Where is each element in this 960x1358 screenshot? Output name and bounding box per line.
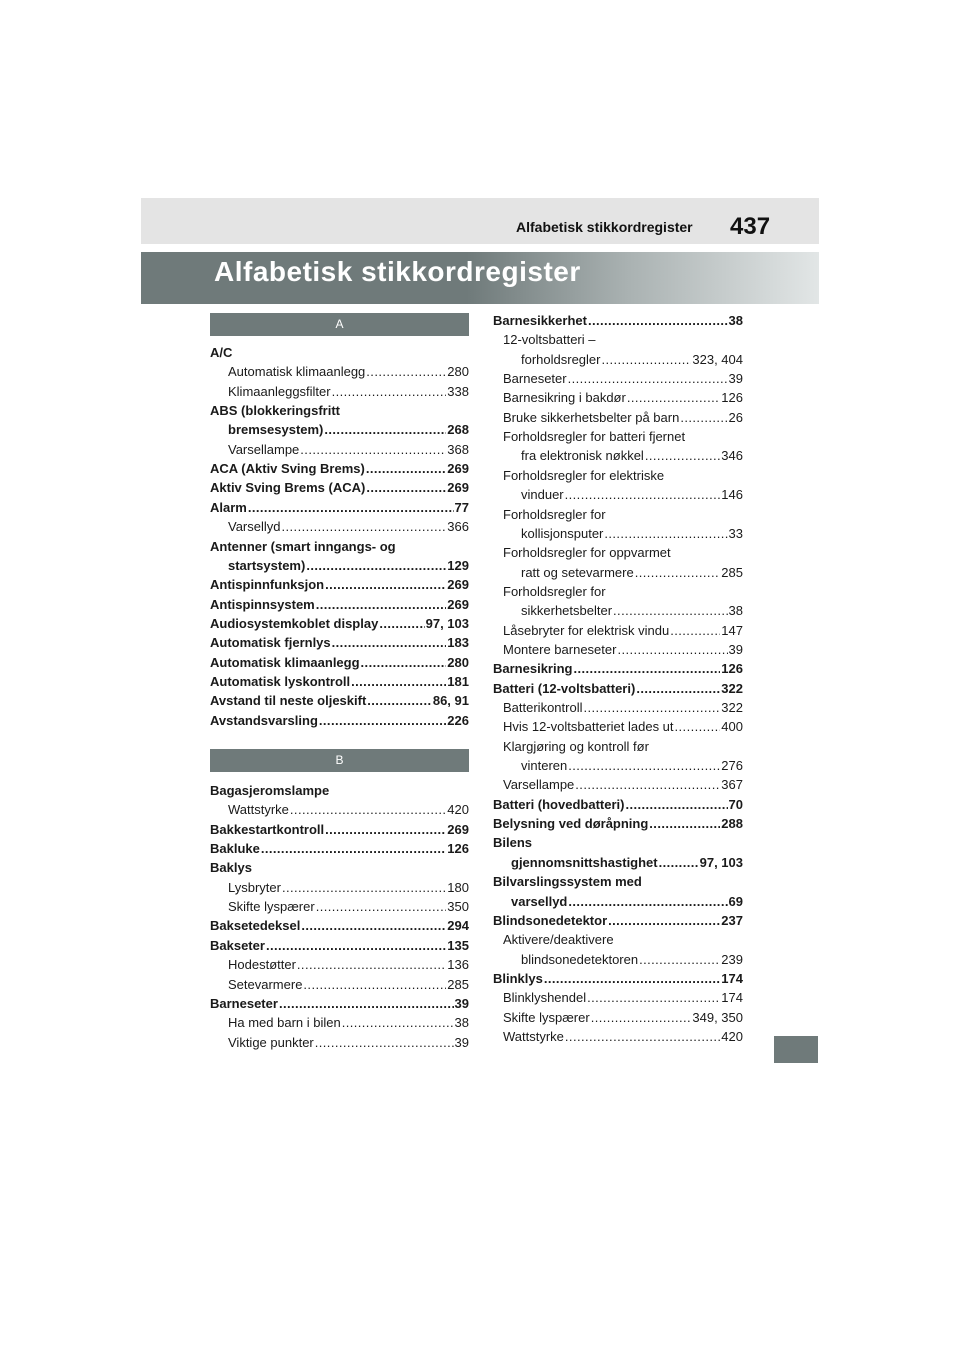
index-entry [493,695,743,715]
dot-leader [617,642,727,657]
dot-leader [306,558,446,573]
index-entry-page: 126 [447,841,469,857]
index-entry-term: Bilvarslingssystem med [493,874,642,890]
index-entry-term: Bilens [493,835,533,851]
dot-leader [675,719,721,734]
index-entry-page: 288 [721,816,743,832]
index-entry-page: 276 [721,758,743,774]
index-entry [210,417,469,437]
index-entry-term: Blindsonedetektor [493,912,608,928]
dot-leader [332,384,447,399]
index-entry-term: Alarm [210,499,247,515]
index-entry-page: 69 [728,893,743,909]
dot-leader [602,352,692,367]
index-entry [210,456,469,476]
index-entry-term: blindsonedetektoren [521,951,639,967]
page-number: 437 [730,213,771,240]
index-entry-page: 226 [447,712,469,728]
index-entry [210,855,469,875]
dot-leader [316,899,447,914]
index-entry-term: Batteri (12-voltsbatteri) [493,680,636,696]
index-entry [493,1024,743,1044]
index-entry-term: Skifte lyspærer [228,899,315,915]
index-entry-page: 338 [447,383,469,399]
index-entry-term: Belysning ved døråpning [493,816,649,832]
index-entry-page: 147 [721,622,743,638]
index-entry [210,778,469,798]
index-entry [493,656,743,676]
index-entry-page: 269 [447,821,469,837]
index-entry-page: 323, 404 [692,351,743,367]
index-entry-term: forholdsregler [521,351,601,367]
index-entry [493,637,743,657]
index-entry-term: Automatisk fjernlys [210,635,331,651]
index-entry-term: Forholdsregler for batteri fjernet [503,429,686,445]
index-entry-page: 294 [447,918,469,934]
index-entry-page: 38 [728,603,743,619]
index-entry-term: Forholdsregler for oppvarmet [503,545,671,561]
index-entry-page: 77 [454,499,469,515]
dot-leader [324,422,446,437]
index-entry-term: Blinklys [493,970,543,986]
index-column-left [210,0,469,1358]
index-entry [210,514,469,534]
index-entry-term: Bagasjeromslampe [210,783,330,798]
index-entry-term: Barnesikring [493,661,573,677]
index-entry-term: Baksetedeksel [210,918,301,934]
dot-leader [332,635,447,650]
index-entry-term: Montere barneseter [503,641,617,657]
dot-leader [591,1010,692,1025]
chapter-title: Alfabetisk stikkordregister [214,256,581,287]
dot-leader [565,1029,720,1044]
index-entry-page: 174 [721,990,743,1006]
dot-leader [301,918,446,933]
index-entry [493,560,743,580]
dot-leader [639,952,720,967]
index-entry-term: startsystem) [228,557,306,573]
index-entry-term: Bakluke [210,841,260,857]
index-entry-term: bremsesystem) [228,422,324,438]
index-entry-term: gjennomsnittshastighet [511,854,658,870]
index-entry-page: 135 [447,937,469,953]
index-entry-page: 366 [447,519,469,535]
running-header-title: Alfabetisk stikkordregister [516,219,693,235]
index-entry-page: 26 [728,409,743,425]
index-entry [210,630,469,650]
index-entry-term: Barnesikkerhet [493,313,587,328]
index-entry-term: Klimaanleggsfilter [228,383,331,399]
index-entry-term: Varsellyd [228,519,281,535]
dot-leader [325,822,446,837]
index-entry [493,1005,743,1025]
dot-leader [635,565,721,580]
dot-leader [315,1035,454,1050]
index-entry-term: Aktiv Sving Brems (ACA) [210,480,366,496]
dot-leader [568,894,727,909]
dot-leader [608,913,720,928]
index-entry-term: Antispinnfunksjon [210,577,325,593]
index-entry [493,753,743,773]
index-entry [210,913,469,933]
index-entry [210,534,469,554]
index-entry [210,1010,469,1030]
index-entry-term: Lysbryter [228,879,281,895]
index-entry-term: Viktige punkter [228,1034,314,1050]
index-entry [493,366,743,386]
index-entry-term: Avstandsvarsling [210,712,318,728]
dot-leader [659,855,699,870]
index-entry-page: 322 [721,680,743,696]
section-b-header: B [210,749,469,772]
index-column-right [493,0,743,1358]
index-entry-page: 39 [728,641,743,657]
dot-leader [282,519,447,534]
index-entry-term: ABS (blokkeringsfritt [210,403,341,419]
index-entry [210,836,469,856]
dot-leader [316,597,447,612]
index-entry-page: 346 [721,448,743,464]
index-entry-term: Skifte lyspærer [503,1009,590,1025]
index-entry-term: Automatisk lyskontroll [210,673,351,689]
index-entry-term: Baklys [210,860,252,876]
index-entry [493,985,743,1005]
index-entry-term: Audiosystemkoblet display [210,615,379,631]
index-entry-page: 349, 350 [692,1009,743,1025]
index-entry [210,437,469,457]
dot-leader [366,480,446,495]
index-entry [493,908,743,928]
index-entry [210,688,469,708]
index-entry-term: Bakkestartkontroll [210,821,325,837]
dot-leader [379,616,424,631]
index-entry-term: Wattstyrke [228,802,289,818]
index-entry [210,495,469,515]
index-entry-term: 12-voltsbatteri – [503,332,596,348]
index-entry-term: Batterikontroll [503,700,583,715]
index-entry-page: 97, 103 [699,854,743,870]
index-entry-page: 181 [447,673,469,689]
index-entry [210,952,469,972]
dot-leader [544,971,720,986]
index-entry [493,811,743,831]
index-entry [210,650,469,670]
index-entry-page: 146 [721,487,743,503]
dot-leader [604,526,727,541]
index-entry-page: 269 [447,596,469,612]
index-entry-page: 268 [447,422,469,438]
dot-leader [300,442,446,457]
index-entry-term: Automatisk klimaanlegg [228,364,366,380]
dot-leader [680,410,727,425]
index-entry [493,521,743,541]
index-entry-page: 269 [447,577,469,593]
index-entry-page: 174 [721,970,743,986]
index-entry-term: fra elektronisk nøkkel [521,448,644,464]
index-entry-page: 322 [721,700,743,715]
index-entry-term: Blinklyshendel [503,990,587,1006]
index-entry-term: sikkerhetsbelter [521,603,613,619]
index-entry-page: 129 [447,557,469,573]
dot-leader [627,390,720,405]
index-entry [493,792,743,812]
index-entry [493,869,743,889]
index-entry-term: Batteri (hovedbatteri) [493,796,625,812]
index-entry-term: Forholdsregler for [503,583,606,599]
index-entry [210,1030,469,1050]
dot-leader [366,461,446,476]
index-entry-term: Bakseter [210,937,265,953]
index-entry [493,947,743,967]
index-entry-page: 269 [447,461,469,477]
index-entry-page: 33 [728,525,743,541]
index-entry-term: kollisjonsputer [521,525,604,541]
index-entry-page: 39 [454,995,469,1011]
dot-leader [297,957,446,972]
index-entry-term: Bruke sikkerhetsbelter på barn [503,409,680,425]
index-entry [210,708,469,728]
dot-leader [568,758,720,773]
index-entry [210,340,469,360]
index-entry-page: 400 [721,719,743,735]
index-entry [210,817,469,837]
index-entry-term: varsellyd [511,893,568,909]
index-entry-term: Wattstyrke [503,1028,564,1044]
index-entry-page: 285 [447,976,469,992]
index-entry [210,875,469,895]
index-entry-term: ratt og setevarmere [521,564,634,580]
index-entry-page: 86, 91 [432,693,469,709]
dot-leader [261,841,446,856]
dot-leader [366,364,446,379]
index-entry [210,933,469,953]
index-entry-page: 126 [721,390,743,406]
dot-leader [649,816,720,831]
index-entry [493,308,743,328]
dot-leader [636,681,720,696]
index-entry [493,385,743,405]
index-entry-page: 126 [721,661,743,677]
index-entry [210,972,469,992]
index-entry-page: 180 [447,879,469,895]
index-entry [210,475,469,495]
index-entry-term: Varsellampe [503,777,575,793]
dot-leader [575,777,720,792]
index-entry [493,540,743,560]
index-entry-term: Varsellampe [228,441,300,457]
dot-leader [325,577,446,592]
index-entry [493,927,743,947]
index-entry-term: Setevarmere [228,976,303,992]
index-entry-term: A/C [210,345,233,360]
dot-leader [625,797,727,812]
index-entry-page: 368 [447,441,469,457]
index-entry [210,359,469,379]
index-entry-term: Forholdsregler for [503,506,606,522]
index-entry [210,572,469,592]
index-entry-page: 350 [447,899,469,915]
index-entry-term: Antispinnsystem [210,596,315,612]
dot-leader [248,500,454,515]
index-entry-term: Forholdsregler for elektriske [503,467,665,483]
dot-leader [290,802,446,817]
index-entry [493,443,743,463]
index-entry-term: ACA (Aktiv Sving Brems) [210,461,365,477]
index-entry [493,405,743,425]
index-entry-term: vinteren [521,758,568,774]
index-entry-page: 39 [728,371,743,387]
index-entry [493,850,743,870]
index-entry-page: 285 [721,564,743,580]
index-entry-term: Ha med barn i bilen [228,1015,341,1031]
index-entry [493,347,743,367]
dot-leader [319,713,446,728]
index-entry [493,502,743,522]
index-entry-page: 39 [454,1034,469,1050]
dot-leader [587,990,720,1005]
index-entry [493,889,743,909]
index-entry-page: 280 [447,364,469,380]
index-entry [493,676,743,696]
index-entry [210,398,469,418]
dot-leader [351,674,446,689]
index-entry [493,327,743,347]
dot-leader [613,603,727,618]
dot-leader [303,977,446,992]
index-entry-page: 183 [447,635,469,651]
section-a-header: A [210,313,469,336]
index-entry-page: 280 [447,654,469,670]
index-entry [210,611,469,631]
index-entry-term: Barneseter [210,995,278,1011]
index-entry [493,966,743,986]
index-entry-term: Hodestøtter [228,957,296,973]
index-entry [493,598,743,618]
index-entry [210,379,469,399]
index-entry-page: 420 [447,802,469,818]
index-entry-page: 38 [728,313,743,328]
index-entry-page: 136 [447,957,469,973]
index-entry [210,553,469,573]
index-entry [493,482,743,502]
index-entry-page: 269 [447,480,469,496]
index-entry-term: Barnesikring i bakdør [503,390,626,406]
dot-leader [568,371,728,386]
index-entry-term: vinduer [521,487,564,503]
index-entry [493,772,743,792]
index-entry-page: 38 [454,1015,469,1031]
index-entry [493,579,743,599]
index-entry-page: 237 [721,912,743,928]
index-entry [210,669,469,689]
index-entry-term: Klargjøring og kontroll før [503,738,649,754]
dot-leader [367,693,432,708]
index-entry-term: Avstand til neste oljeskift [210,693,367,709]
index-entry-page: 239 [721,951,743,967]
index-entry-term: Låsebryter for elektrisk vindu [503,622,670,638]
dot-leader [645,448,720,463]
index-entry-term: Automatisk klimaanlegg [210,654,360,670]
index-entry [493,618,743,638]
index-entry [210,797,469,817]
dot-leader [573,661,720,676]
dot-leader [266,938,446,953]
index-entry [210,894,469,914]
dot-leader [588,313,728,328]
index-entry [493,463,743,483]
index-entry-term: Antenner (smart inngangs- og [210,538,396,554]
index-entry-term: Aktivere/deaktivere [503,932,614,948]
index-entry-page: 70 [728,796,743,812]
dot-leader [361,655,447,670]
dot-leader [282,880,446,895]
dot-leader [279,996,454,1011]
dot-leader [670,623,720,638]
index-entry-page: 97, 103 [425,615,469,631]
index-entry [493,830,743,850]
index-entry [493,424,743,444]
index-entry-term: Hvis 12-voltsbatteriet lades ut [503,719,674,735]
dot-leader [342,1015,454,1030]
index-entry [493,734,743,754]
index-entry [493,714,743,734]
index-entry-page: 420 [721,1028,743,1044]
dot-leader [565,487,721,502]
index-entry [210,991,469,1011]
index-entry-term: Barneseter [503,371,567,387]
index-entry-page: 367 [721,777,743,793]
chapter-side-tab [774,1036,818,1063]
dot-leader [583,700,720,715]
index-entry [210,592,469,612]
